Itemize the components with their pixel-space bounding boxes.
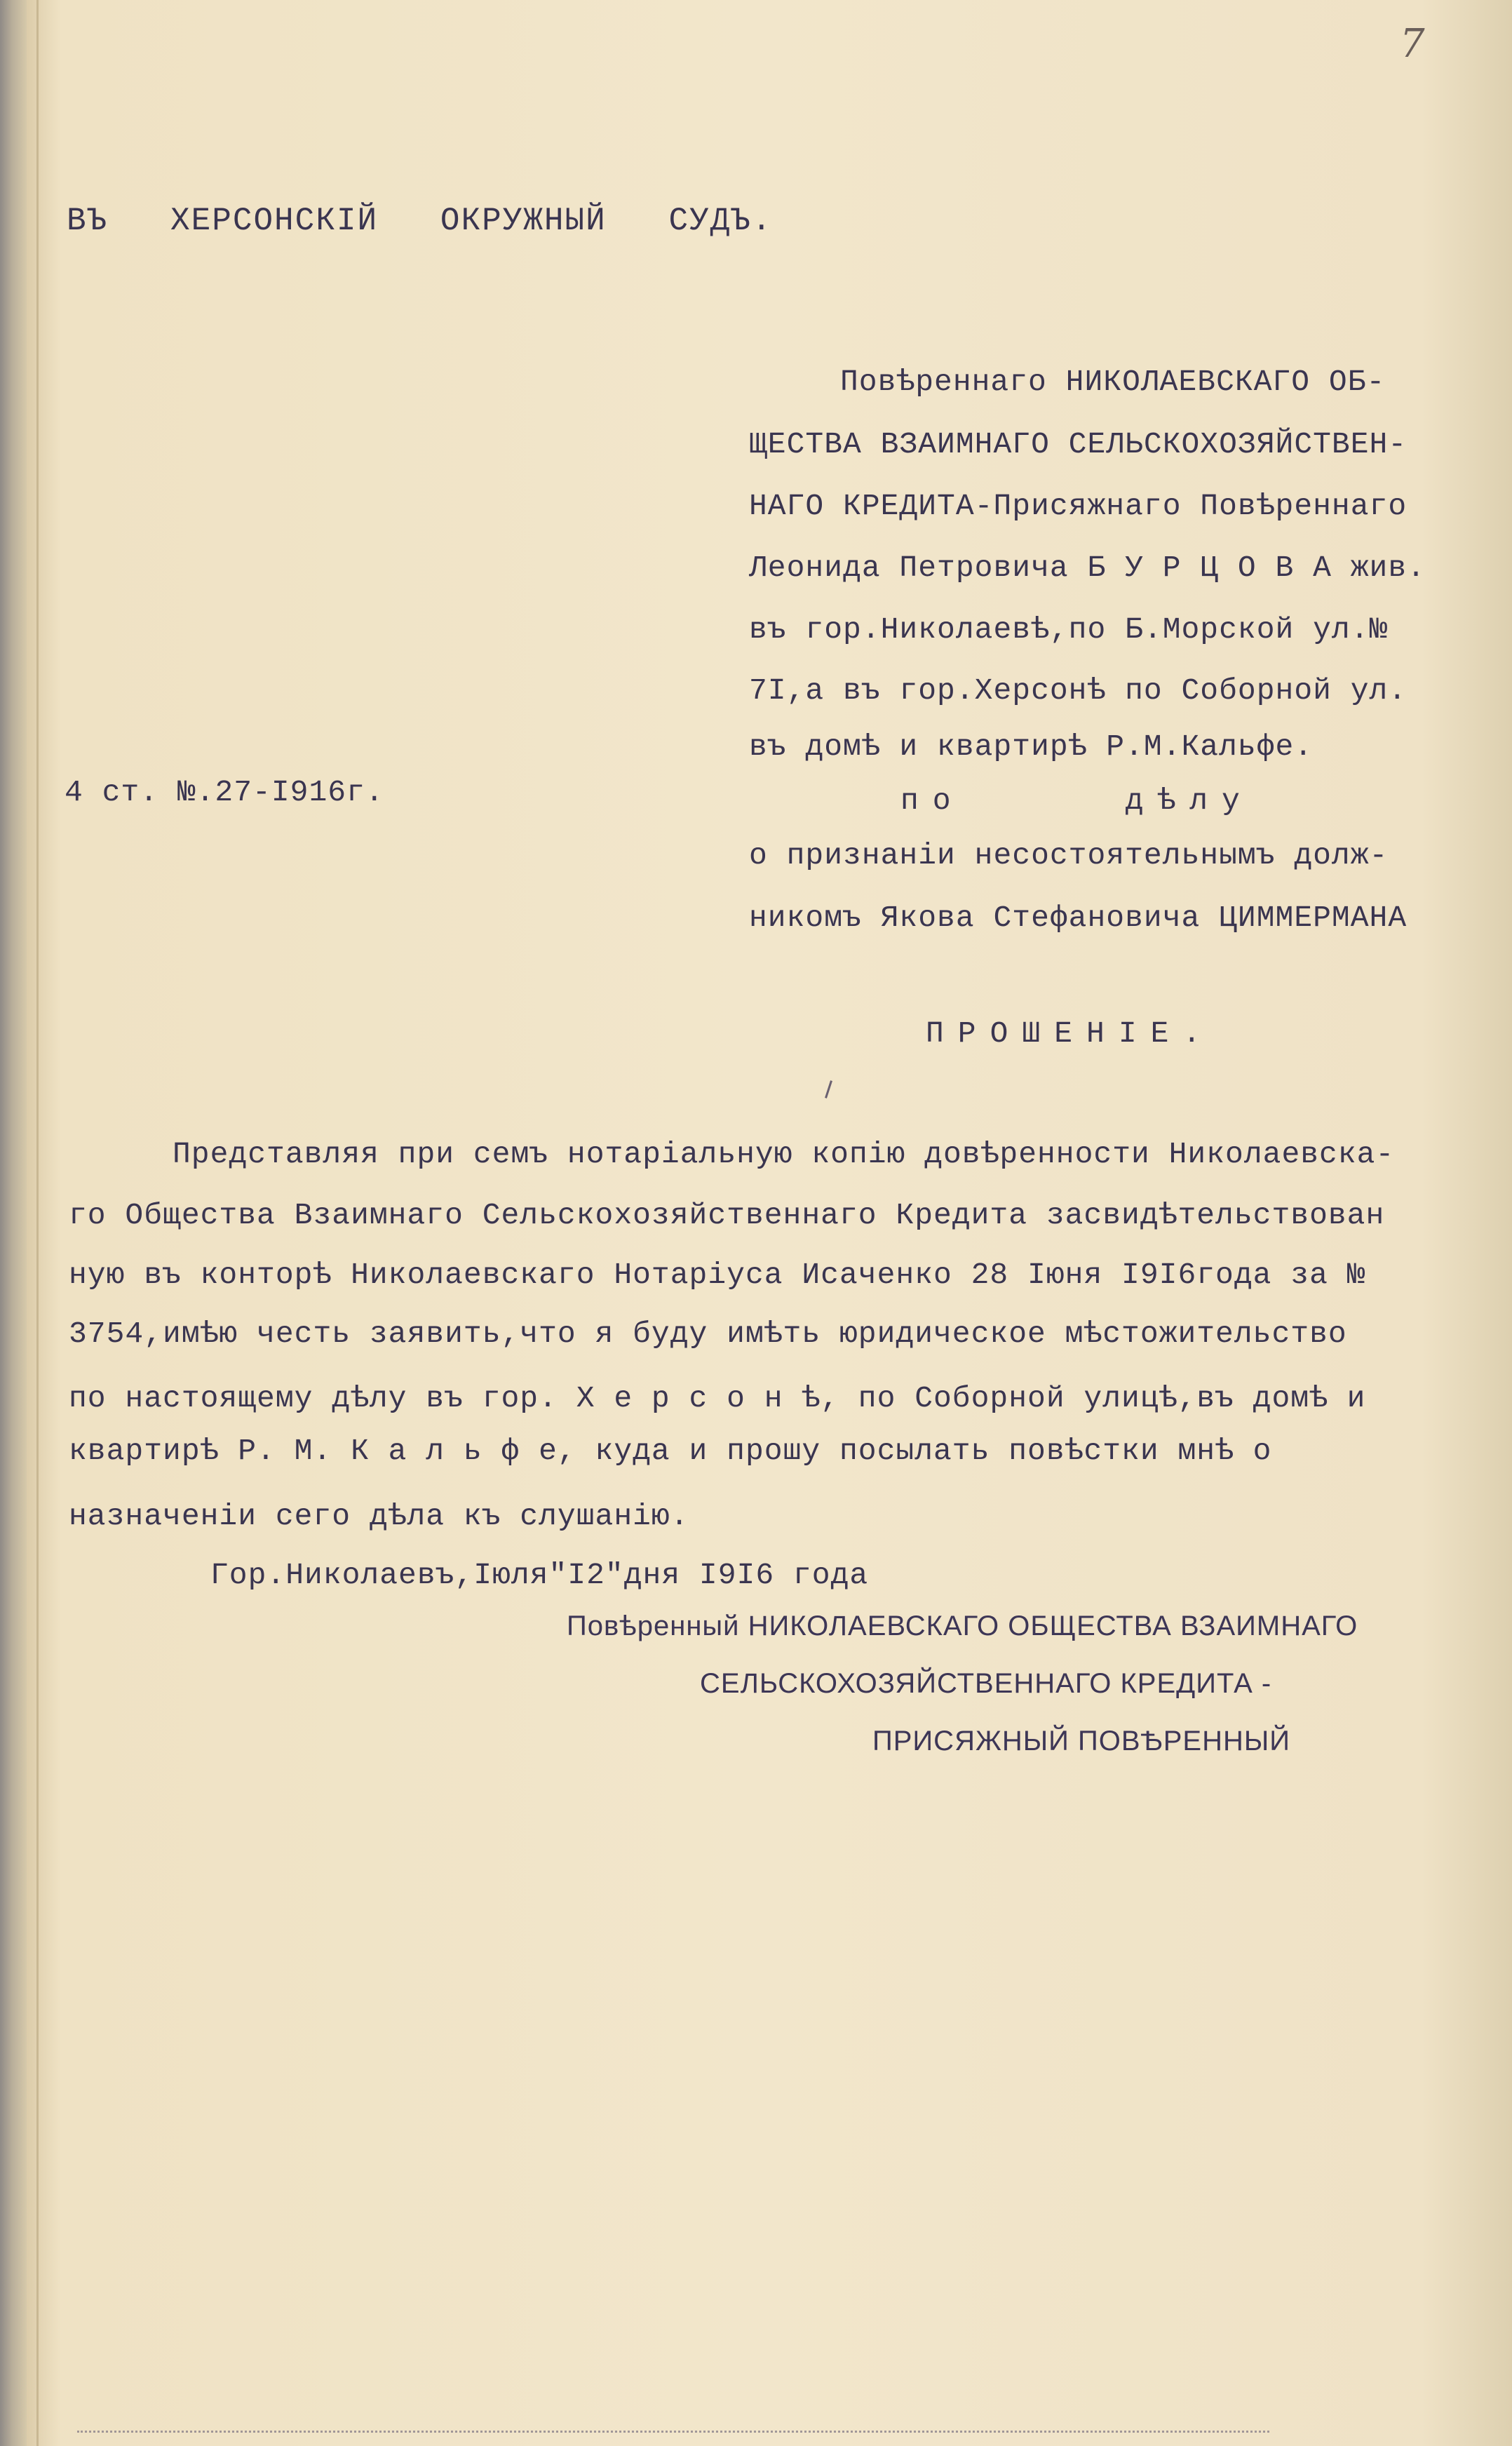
signature-line-2: СЕЛЬСКОХОЗЯЙСТВЕННАГО КРЕДИТА -: [700, 1668, 1272, 1699]
petitioner-line-7: въ домѣ и квартирѣ Р.М.Кальфе.: [749, 730, 1314, 764]
folio-number: 7: [1400, 21, 1425, 67]
cut-off-text-marks: [77, 2431, 1269, 2440]
petitioner-line-3: НАГО КРЕДИТА-Присяжнаго Повѣреннаго: [749, 489, 1408, 523]
body-line-7: назначенiи сего дѣла къ слушанiю.: [69, 1499, 689, 1533]
petitioner-line-2: ЩЕСТВА ВЗАИМНАГО СЕЛЬСКОХОЗЯЙСТВЕН-: [749, 427, 1408, 462]
case-subject-line-1: о признанiи несостоятельнымъ долж-: [749, 838, 1389, 873]
court-header: ВЪ ХЕРСОНСКIЙ ОКРУЖНЫЙ СУДЪ.: [67, 203, 773, 239]
signature-line-1: Повѣренный НИКОЛАЕВСКАГО ОБЩЕСТВА ВЗАИМНАГО: [567, 1611, 1358, 1641]
paper-fold-line: [36, 0, 39, 2446]
document-title: ПРОШЕНIЕ.: [926, 1016, 1215, 1051]
signature-line-3: ПРИСЯЖНЫЙ ПОВѢРЕННЫЙ: [872, 1726, 1290, 1756]
petitioner-line-6: 7I,а въ гор.Херсонѣ по Соборной ул.: [749, 673, 1408, 708]
ink-stroke-mark: [825, 1080, 832, 1098]
case-subject-line-2: никомъ Якова Стефановича ЦИММЕРМАНА: [749, 901, 1408, 935]
case-heading: по дѣлу: [900, 784, 1254, 818]
body-line-4: 3754,имѣю честь заявить,что я буду имѣть юридическое мѣстожительство: [69, 1317, 1347, 1351]
body-line-3: ную въ конторѣ Николаевскаго Нотарiуса Исаченко 28 Iюня I9I6года за №: [69, 1258, 1366, 1292]
case-number: 4 ст. №.27-I916г.: [65, 775, 384, 809]
petitioner-line-1: Повѣреннаго НИКОЛАЕВСКАГО ОБ-: [840, 365, 1386, 399]
petitioner-line-4: Леонида Петровича Б У Р Ц О В А жив.: [749, 551, 1426, 585]
body-line-2: го Общества Взаимнаго Сельскохозяйственнаго Кредита засвидѣтельствован: [69, 1198, 1385, 1232]
date-line: Гор.Николаевъ,Iюля"I2"дня I9I6 года: [210, 1558, 869, 1592]
petitioner-line-5: въ гор.Николаевѣ,по Б.Морской ул.№: [749, 612, 1389, 647]
body-line-1: Представляя при семъ нотарiальную копiю довѣренности Николаевска-: [173, 1137, 1395, 1171]
paper-left-edge: [0, 0, 27, 2446]
body-line-6: квартирѣ Р. М. К а л ь ф е, куда и прошу посылать повѣстки мнѣ о: [69, 1434, 1272, 1468]
body-line-5: по настоящему дѣлу въ гор. Х е р с о н ѣ, по Соборной улицѣ,въ домѣ и: [69, 1381, 1366, 1416]
